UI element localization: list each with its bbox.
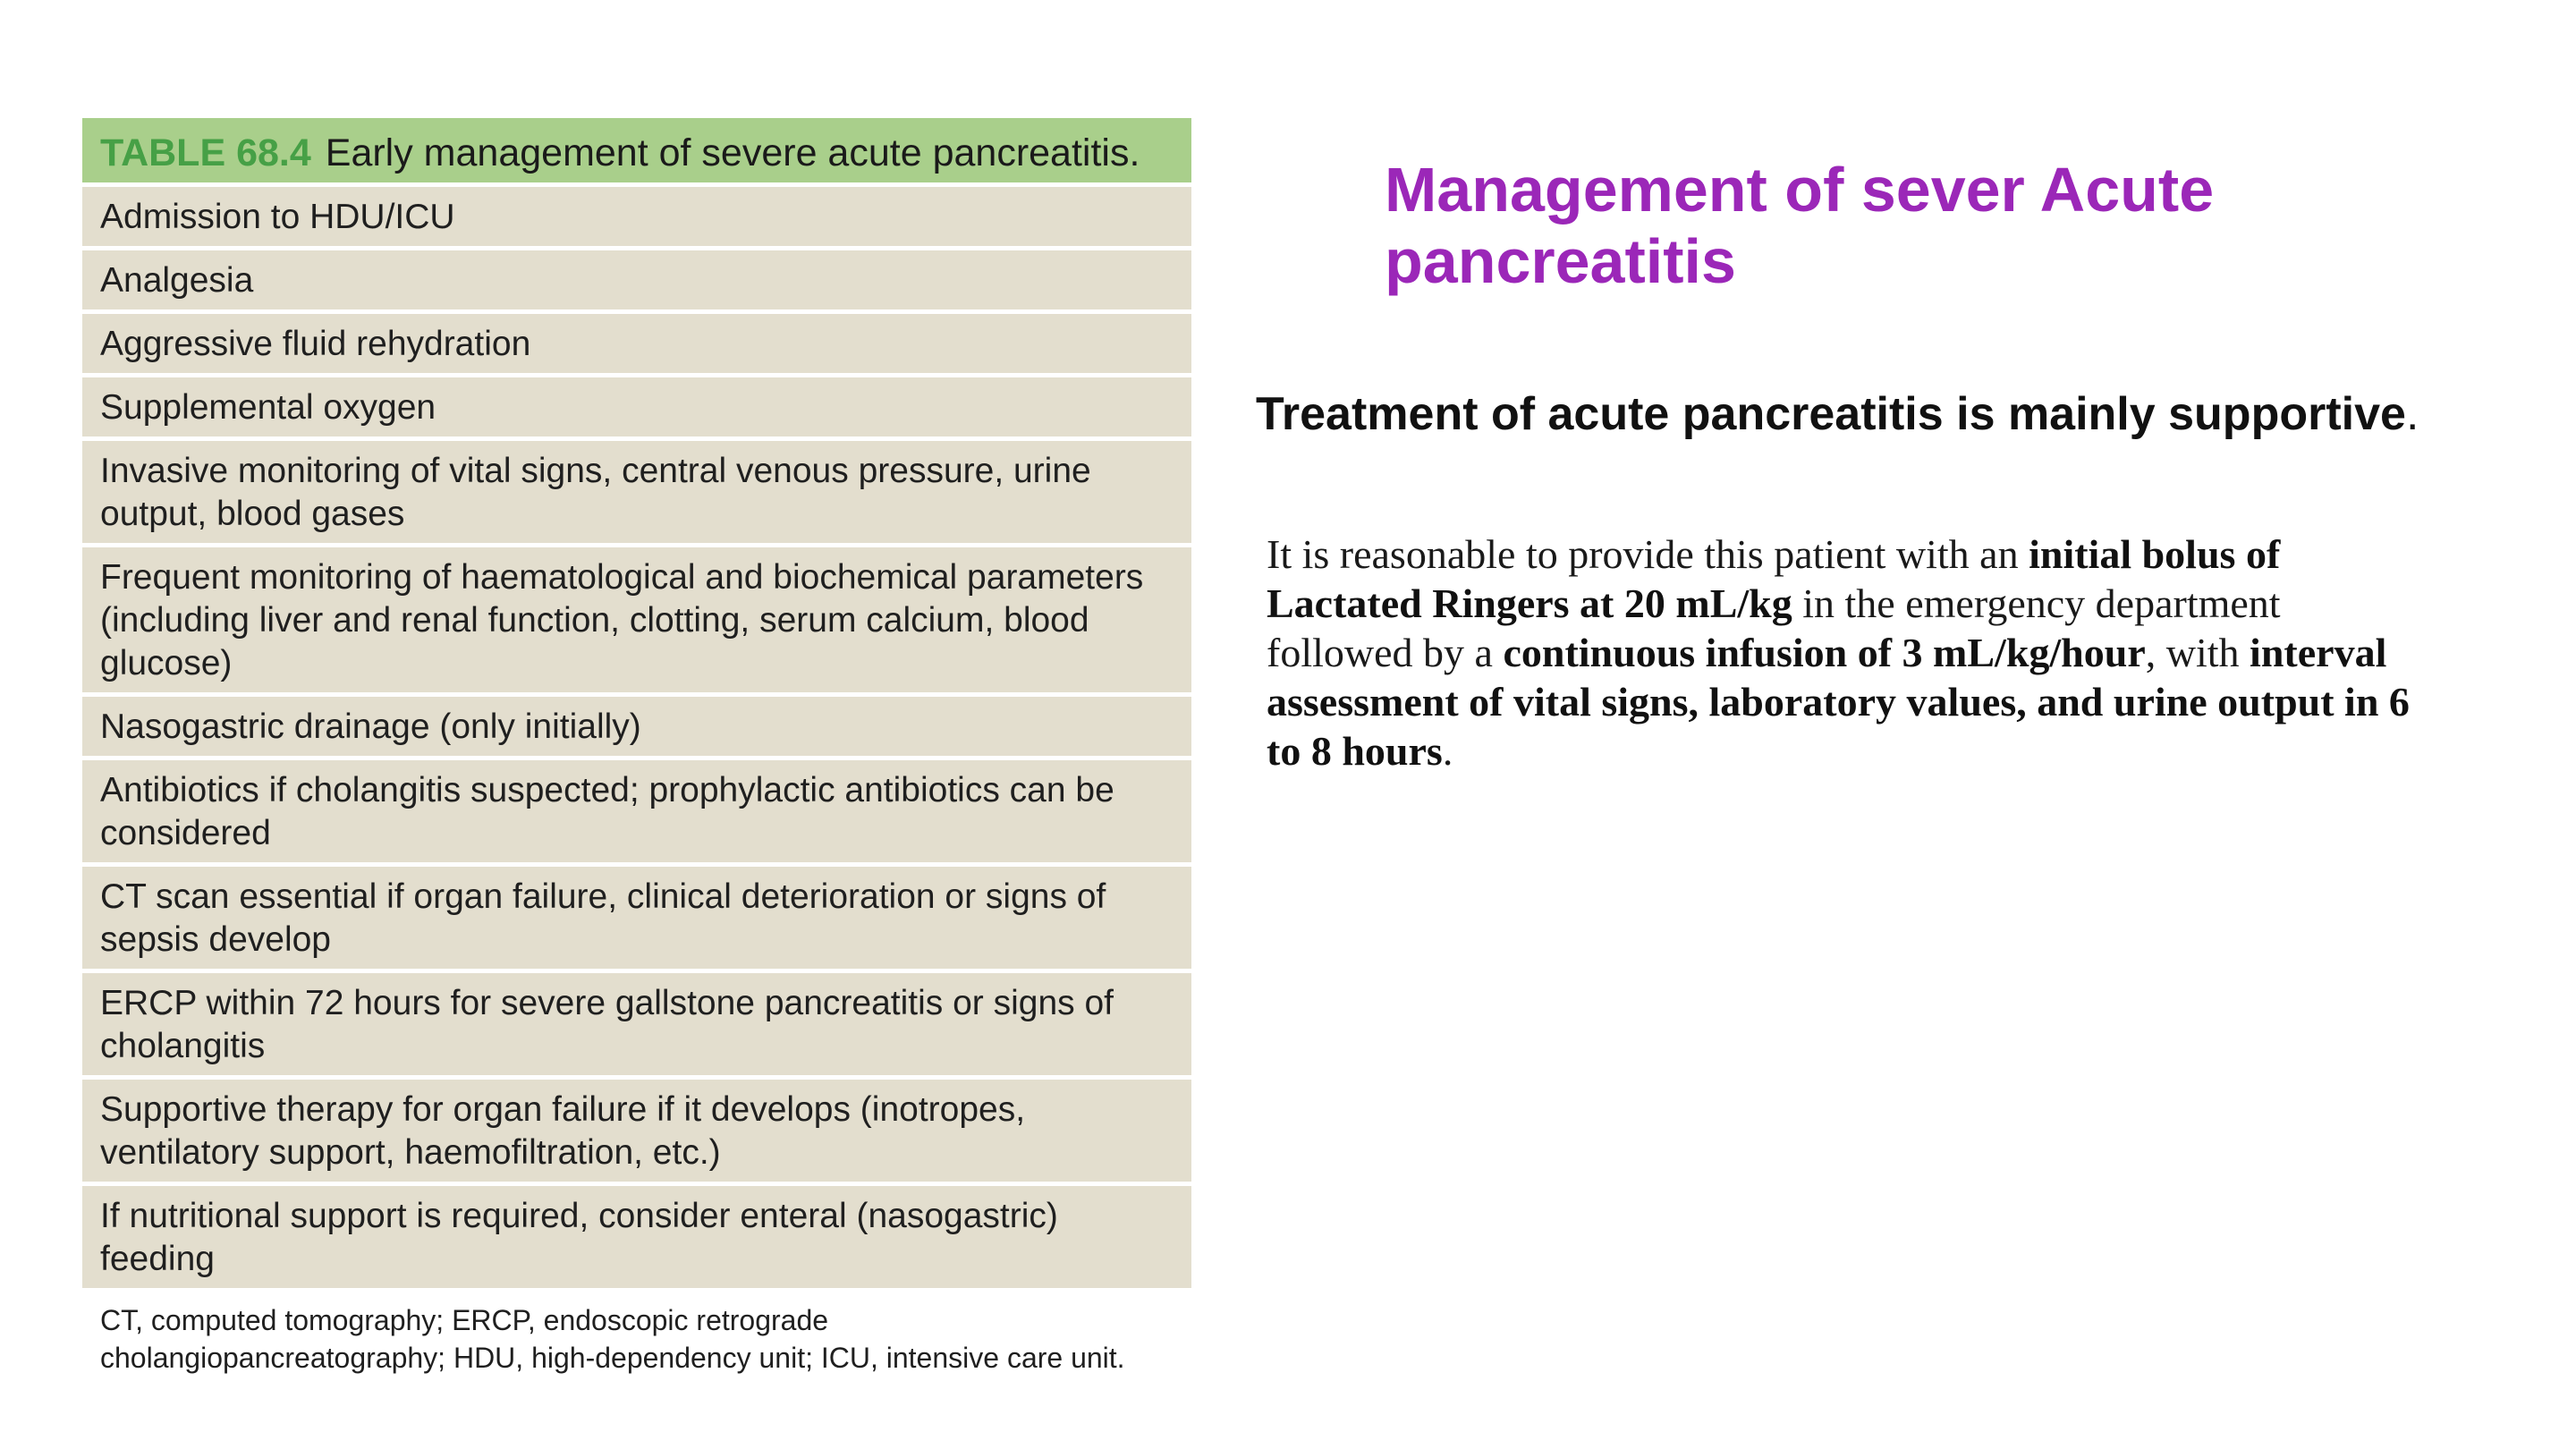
paragraph-emphasis: interval assessment of vital signs, laboratory values, and urine output in 6 to 8 hours <box>1267 630 2410 774</box>
table-row: Supportive therapy for organ failure if it develops (inotropes, ventilatory support, haemofiltration, etc.) <box>82 1080 1191 1186</box>
management-table <box>82 118 1191 1377</box>
table-row: Frequent monitoring of haematological and biochemical parameters (including liver and renal function, clotting, serum calcium, blood glucose) <box>82 547 1191 697</box>
table-footnote: CT, computed tomography; ERCP, endoscopic retrograde cholangiopancreatography; HDU, high-dependency unit; ICU, intensive care unit. <box>100 1304 1125 1374</box>
slide-subtitle <box>1256 386 2544 442</box>
table-row: Admission to HDU/ICU <box>82 187 1191 250</box>
paragraph-text: in the emergency department followed by a <box>1267 580 2281 675</box>
table-header <box>82 118 1191 187</box>
table-row: Nasogastric drainage (only initially) <box>82 697 1191 760</box>
subtitle-text: Treatment of acute pancreatitis is mainly supportive <box>1256 388 2406 440</box>
table-row: If nutritional support is required, consider enteral (nasogastric) feeding <box>82 1186 1191 1292</box>
paragraph-text: , with <box>2145 630 2250 675</box>
table-row: CT scan essential if organ failure, clinical deterioration or signs of sepsis develop <box>82 867 1191 973</box>
paragraph-emphasis: continuous infusion of 3 mL/kg/hour <box>1503 630 2146 675</box>
subtitle-period: . <box>2405 388 2419 440</box>
paragraph-text: . <box>1442 728 1453 774</box>
paragraph-text: It is reasonable to provide this patient with an <box>1267 531 2029 577</box>
table-row: ERCP within 72 hours for severe gallstone pancreatitis or signs of cholangitis <box>82 973 1191 1080</box>
treatment-paragraph <box>1267 530 2429 775</box>
slide-title: Management of sever Acute pancreatitis <box>1385 155 2215 296</box>
table-row: Invasive monitoring of vital signs, central venous pressure, urine output, blood gases <box>82 441 1191 547</box>
table-row: Analgesia <box>82 250 1191 314</box>
table-title: Early management of severe acute pancreatitis. <box>325 131 1140 174</box>
paragraph-emphasis: initial bolus of Lactated Ringers at 20 mL/kg <box>1267 531 2281 626</box>
table-tag: TABLE 68.4 <box>100 131 311 174</box>
table-row: Aggressive fluid rehydration <box>82 314 1191 377</box>
table-row: Supplemental oxygen <box>82 377 1191 441</box>
table-row: Antibiotics if cholangitis suspected; prophylactic antibiotics can be considered <box>82 760 1191 867</box>
